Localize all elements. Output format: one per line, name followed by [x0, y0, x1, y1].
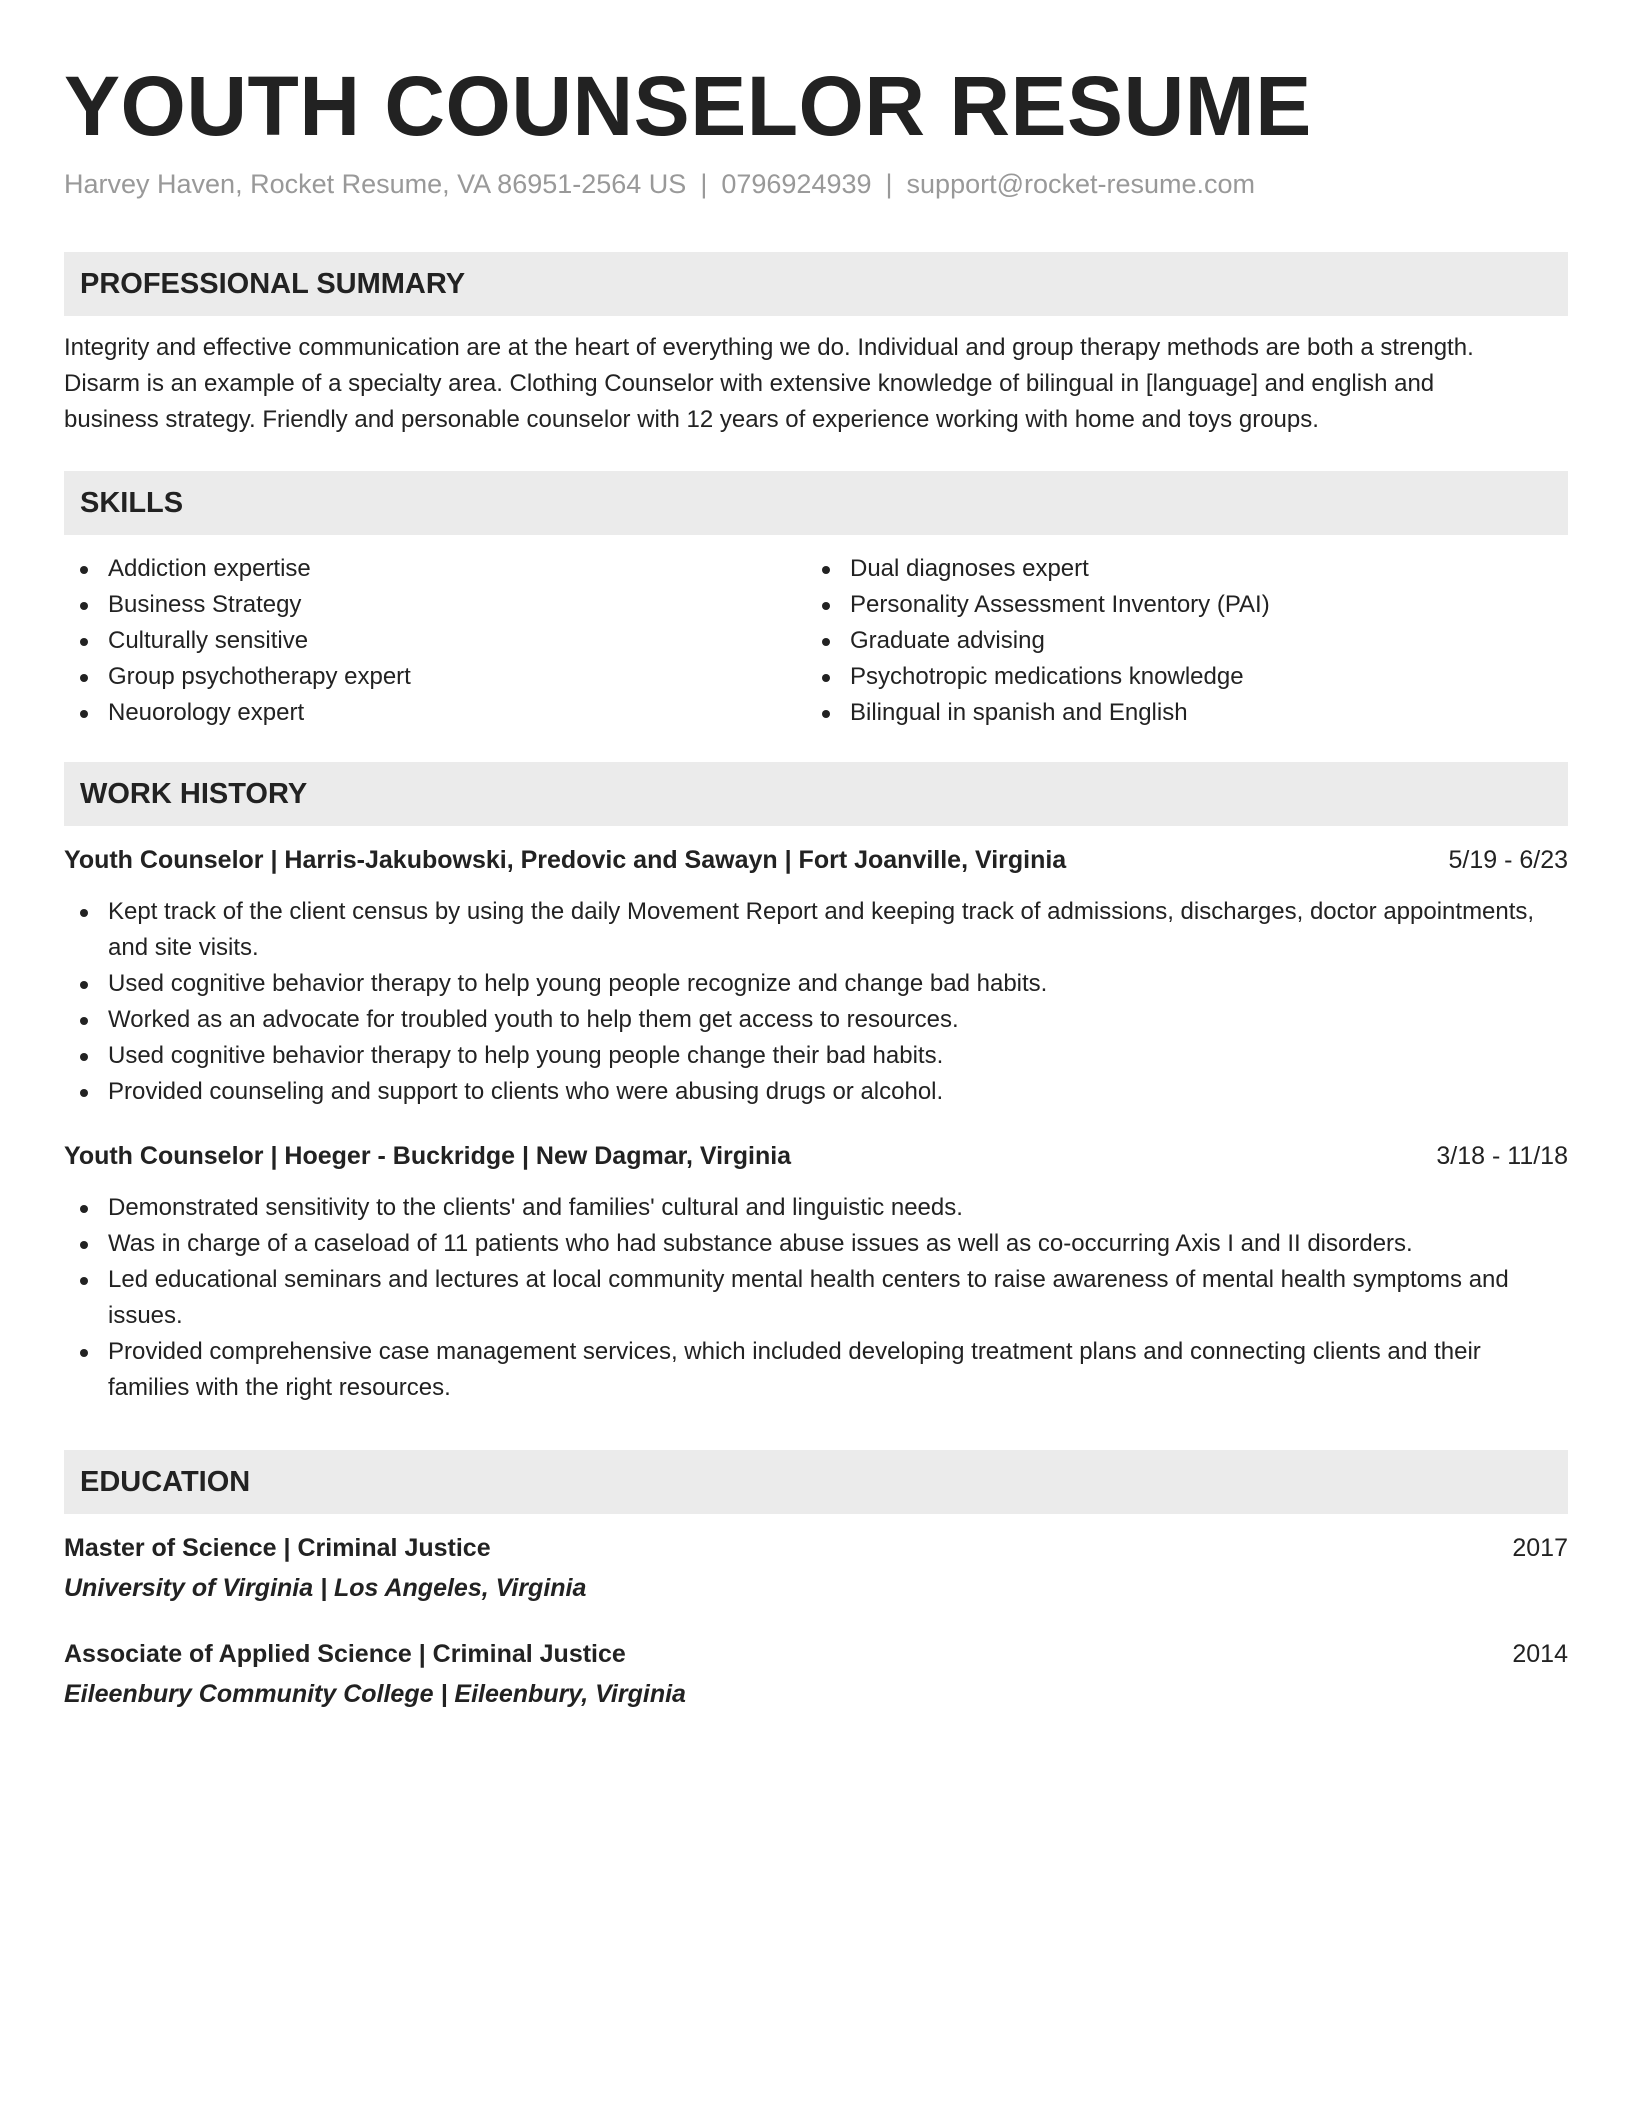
- contact-separator: |: [885, 169, 893, 199]
- job-duty: Provided counseling and support to clients who were abusing drugs or alcohol.: [64, 1074, 1568, 1110]
- education-heading: EDUCATION: [64, 1450, 1568, 1514]
- education-degree: Master of Science | Criminal Justice: [64, 1534, 491, 1562]
- education-section: [64, 1450, 1568, 1712]
- education-entry: [64, 1530, 1568, 1606]
- job-duty: Used cognitive behavior therapy to help young people recognize and change bad habits.: [64, 966, 1568, 1002]
- contact-separator: |: [700, 169, 708, 199]
- skill-item: Business Strategy: [64, 587, 806, 623]
- education-header: [64, 1636, 1568, 1672]
- skill-item: Neuorology expert: [64, 695, 806, 731]
- job-title: Youth Counselor | Harris-Jakubowski, Predovic and Sawayn | Fort Joanville, Virginia: [64, 846, 1067, 874]
- job-duty: Was in charge of a caseload of 11 patients who had substance abuse issues as well as co-occurring Axis I and II disorders.: [64, 1226, 1568, 1262]
- summary-line: Integrity and effective communication are at the heart of everything we do. Individual and group therapy methods are both a strength.: [64, 334, 1474, 361]
- job-duty: Provided comprehensive case management services, which included developing treatment plans and connecting clients and their families with the right resources.: [64, 1334, 1568, 1406]
- skills-heading: SKILLS: [64, 471, 1568, 535]
- skill-item: Culturally sensitive: [64, 623, 806, 659]
- skill-item: Addiction expertise: [64, 551, 806, 587]
- work-heading: WORK HISTORY: [64, 762, 1568, 826]
- contact-email: support@rocket-resume.com: [906, 169, 1256, 199]
- job-entry: [64, 1138, 1568, 1406]
- skills-section: [64, 471, 1568, 731]
- contact-phone: 0796924939: [721, 169, 872, 199]
- job-dates: 3/18 - 11/18: [1436, 1142, 1568, 1170]
- education-school: Eileenbury Community College | Eileenbury, Virginia: [64, 1680, 686, 1708]
- job-header: [64, 842, 1568, 878]
- skill-item: Dual diagnoses expert: [806, 551, 1568, 587]
- skills-list-right: [806, 551, 1568, 731]
- summary-line: business strategy. Friendly and personable counselor with 12 years of experience working with home and toys groups.: [64, 406, 1319, 433]
- contact-address: Harvey Haven, Rocket Resume, VA 86951-2564 US: [64, 169, 687, 199]
- skill-item: Group psychotherapy expert: [64, 659, 806, 695]
- job-dates: 5/19 - 6/23: [1448, 846, 1568, 874]
- skill-item: Personality Assessment Inventory (PAI): [806, 587, 1568, 623]
- skills-list-left: [64, 551, 806, 731]
- summary-heading: PROFESSIONAL SUMMARY: [64, 252, 1568, 316]
- summary-section: [64, 252, 1568, 438]
- job-title: Youth Counselor | Hoeger - Buckridge | New Dagmar, Virginia: [64, 1142, 792, 1170]
- job-duties: [64, 1190, 1568, 1406]
- education-entry: [64, 1636, 1568, 1712]
- skill-item: Psychotropic medications knowledge: [806, 659, 1568, 695]
- education-degree: Associate of Applied Science | Criminal Justice: [64, 1640, 626, 1668]
- skill-item: Graduate advising: [806, 623, 1568, 659]
- job-duties: [64, 894, 1568, 1110]
- job-header: [64, 1138, 1568, 1174]
- summary-text: [64, 330, 1568, 438]
- job-duty: Led educational seminars and lectures at local community mental health centers to raise awareness of mental health symptoms and issues.: [64, 1262, 1568, 1334]
- job-duty: Used cognitive behavior therapy to help young people change their bad habits.: [64, 1038, 1568, 1074]
- resume-title: YOUTH COUNSELOR RESUME: [64, 59, 1312, 153]
- job-entry: [64, 842, 1568, 1110]
- education-year: 2017: [1512, 1534, 1568, 1562]
- work-section: [64, 762, 1568, 1406]
- job-duty: Worked as an advocate for troubled youth to help them get access to resources.: [64, 1002, 1568, 1038]
- contact-line: [64, 166, 1255, 202]
- skills-columns: [64, 551, 1568, 731]
- summary-line: Disarm is an example of a specialty area. Clothing Counselor with extensive knowledge of bilingual in [language] and english and: [64, 370, 1435, 397]
- education-header: [64, 1530, 1568, 1566]
- education-school: University of Virginia | Los Angeles, Virginia: [64, 1574, 587, 1602]
- skill-item: Bilingual in spanish and English: [806, 695, 1568, 731]
- job-duty: Kept track of the client census by using the daily Movement Report and keeping track of admissions, discharges, doctor appointments, and site visits.: [64, 894, 1568, 966]
- job-duty: Demonstrated sensitivity to the clients' and families' cultural and linguistic needs.: [64, 1190, 1568, 1226]
- education-year: 2014: [1512, 1640, 1568, 1668]
